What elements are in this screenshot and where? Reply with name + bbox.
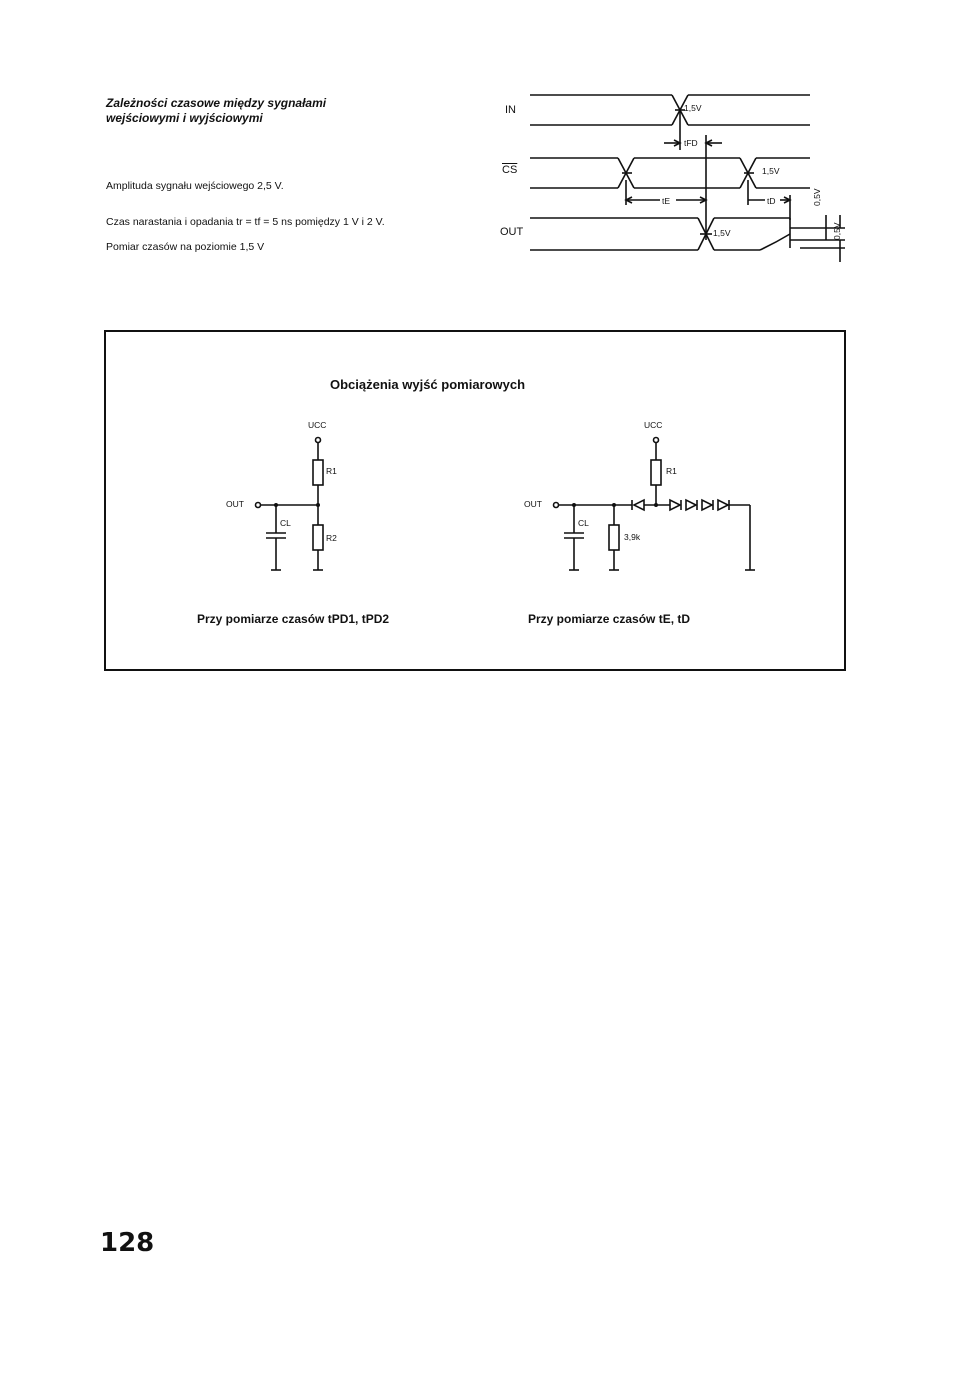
right-junction-dot: [654, 503, 658, 507]
right-cl-label: CL: [578, 518, 589, 528]
timing-te-label: tE: [662, 196, 671, 206]
left-ucc-label: UCC: [308, 420, 327, 430]
timing-level-in: 1,5V: [684, 103, 702, 113]
timing-tfd-label: tFD: [684, 138, 698, 148]
right-ucc-label: UCC: [644, 420, 663, 430]
right-load-circuit: [554, 438, 756, 571]
section-title-line1: Zależności czasowe między sygnałami: [106, 96, 327, 110]
right-out-label: OUT: [524, 499, 542, 509]
right-circuit-caption: Przy pomiarze czasów tE, tD: [528, 612, 691, 626]
rise-fall-note: Czas narastania i opadania tr = tf = 5 ns pomiędzy 1 V i 2 V.: [106, 216, 385, 228]
timing-label-cs: $\overline{CS}$: [502, 164, 518, 176]
amplitude-note: Amplituda sygnału wejściowego 2,5 V.: [106, 180, 284, 192]
left-cl-label: CL: [280, 518, 291, 528]
timing-td-label: tD: [767, 196, 776, 206]
right-cap-junction-dot: [572, 503, 576, 507]
left-circuit-caption: Przy pomiarze czasów tPD1, tPD2: [197, 612, 390, 626]
timing-v-upper-label: 0,5V: [812, 188, 822, 206]
timing-label-out: OUT: [500, 226, 524, 238]
timing-label-in: IN: [505, 104, 516, 116]
left-r1-label: R1: [326, 466, 337, 476]
timing-cs-waveform: [530, 158, 810, 188]
timing-in-waveform: [530, 95, 810, 125]
right-r39k-label: 3,9k: [624, 532, 641, 542]
timing-level-cs: 1,5V: [762, 166, 780, 176]
page-number: 128: [100, 1228, 155, 1258]
timing-out-waveform: [530, 218, 845, 250]
left-cap-junction-dot: [274, 503, 278, 507]
left-load-circuit: [256, 438, 324, 571]
measure-level-note: Pomiar czasów na poziomie 1,5 V: [106, 241, 265, 253]
left-r2-label: R2: [326, 533, 337, 543]
timing-level-out: 1,5V: [713, 228, 731, 238]
timing-v-lower-label: 0,5V: [832, 222, 842, 240]
right-res-junction-dot: [612, 503, 616, 507]
left-junction-dot: [316, 503, 320, 507]
right-r1-label: R1: [666, 466, 677, 476]
left-out-label: OUT: [226, 499, 244, 509]
section-title-line2: wejściowymi i wyjściowymi: [106, 111, 263, 125]
load-circuits-title: Obciążenia wyjść pomiarowych: [330, 377, 526, 392]
